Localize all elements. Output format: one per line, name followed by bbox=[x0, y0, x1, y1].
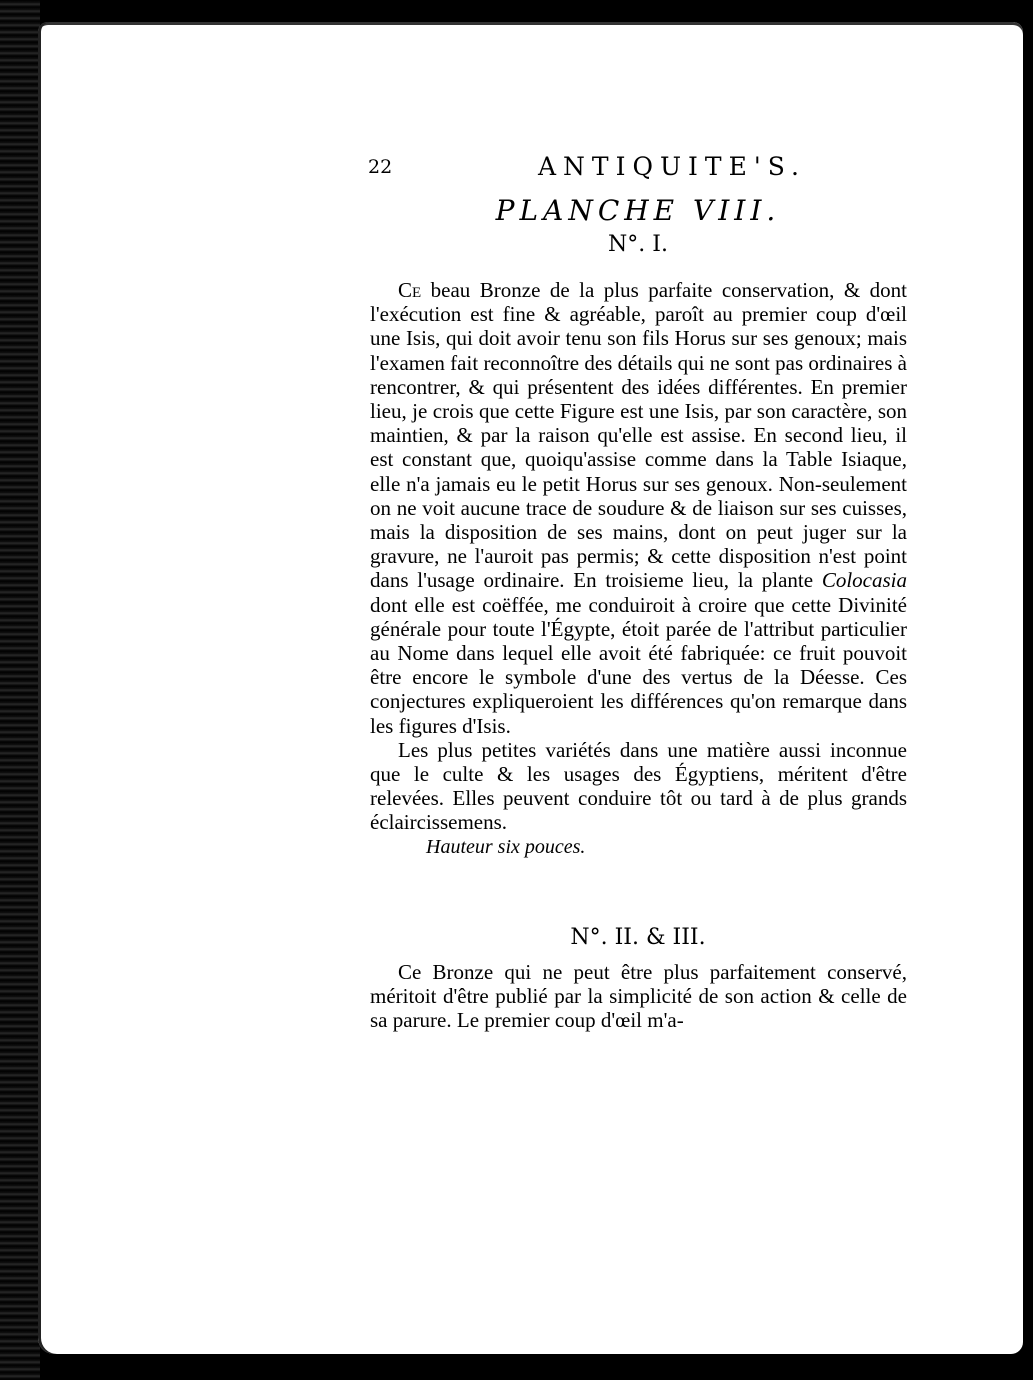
paragraph: Les plus petites variétés dans une matière aussi inconnue que le culte & les usages des Égyptiens, méritent d'être relevées. Elles peuvent conduire tôt ou tard à de plus grands éclaircissemens. bbox=[370, 737, 907, 835]
paragraph: Ce Bronze qui ne peut être plus parfaitement conservé, méritoit d'être publié par la simplicité de son action & celle de sa parure. Le premier coup d'œil m'a- bbox=[370, 960, 907, 1033]
italic-term: Colocasia bbox=[821, 568, 908, 593]
paragraph-text: dont elle est coëffée, me conduiroit à croire que cette Divinité générale pour toute l'Égypte, étoit parée de l'attribut particulier au Nome dans lequel elle avoit été fabriquée: ce fruit pouvoit être encore le symbole d'une des vertus de la Déesse. Ces conjectures expliqueroient les différences qu'on remarque dans les figures d'Isis. bbox=[370, 592, 907, 738]
paragraph-text: beau Bronze de la plus parfaite conservation, & dont l'exécution est fine & agréable, paroît au premier coup d'œil une Isis, qui doit avoir tenu son fils Horus sur ses genoux; mais l'examen fait reconnoître des détails qui ne sont pas ordinaires à rencontrer, & qui présentent des idées différentes. En premier lieu, je crois que cette Figure est une Isis, par son caractère, son maintien, & par la raison qu'elle est assise. En second lieu, il est constant que, quoiqu'assise comme dans la Table Isiaque, elle n'a jamais eu le petit Horus sur ses genoux. Non-seulement on ne voit aucune trace de soudure & de liaison sur ses cuisses, mais la disposition de ses mains, dont on peut juger sur la gravure, ne l'auroit pas permis; & cette disposition n'est point dans l'usage ordinaire. En troisieme lieu, la plante bbox=[370, 278, 907, 593]
paragraph bbox=[370, 278, 907, 738]
running-title: ANTIQUITE'S. bbox=[538, 152, 806, 181]
section-2-text bbox=[370, 960, 907, 1033]
page-header bbox=[368, 152, 908, 188]
section-1-text bbox=[370, 278, 907, 859]
section-heading-2: N°. II. & III. bbox=[570, 925, 706, 950]
page-number: 22 bbox=[368, 156, 393, 178]
dropcap: Ce bbox=[398, 278, 422, 302]
dimension-note: Hauteur six pouces. bbox=[426, 835, 586, 858]
scan-edge bbox=[0, 0, 40, 1380]
plate-title: PLANCHE VIII. bbox=[495, 194, 781, 227]
section-heading-1: N°. I. bbox=[608, 232, 668, 257]
